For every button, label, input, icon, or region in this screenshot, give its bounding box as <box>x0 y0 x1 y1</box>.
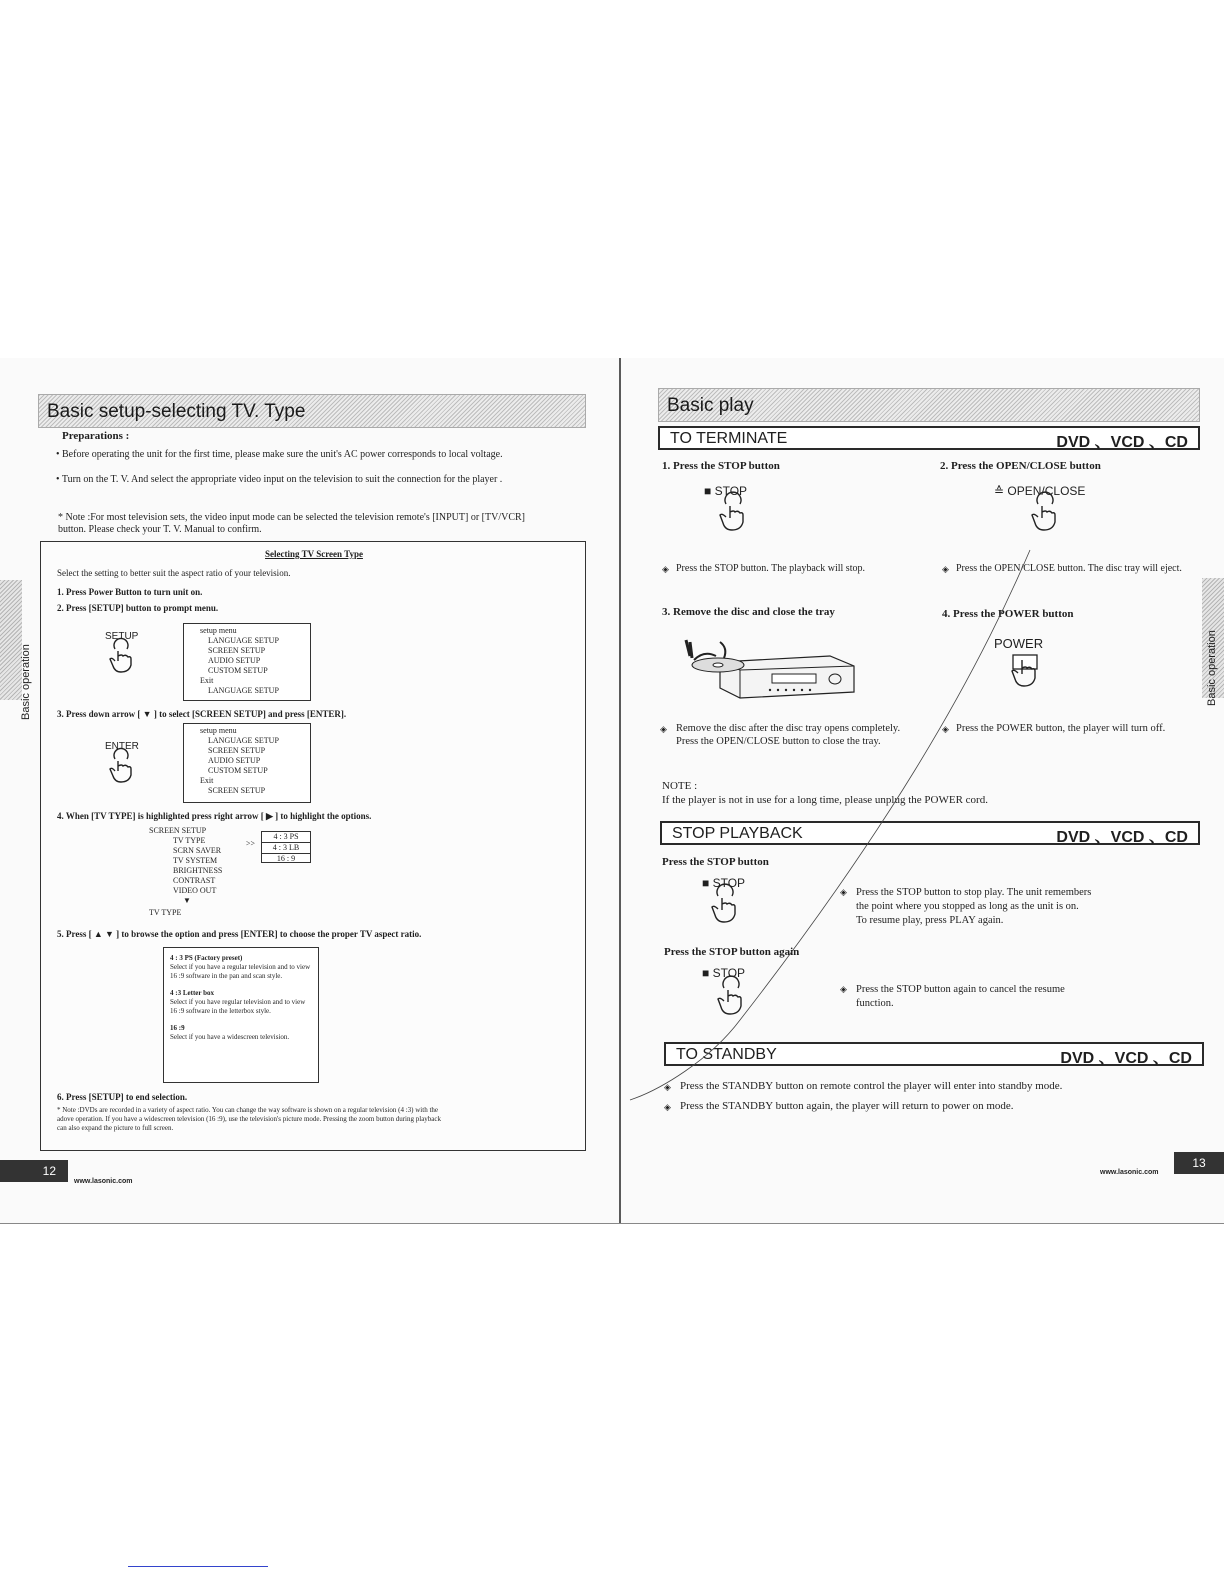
diamond-bullet-icon: ◈ <box>840 887 847 897</box>
terminate-step-3: 3. Remove the disc and close the tray <box>662 606 835 618</box>
menu1-line: SCREEN SETUP <box>208 646 266 655</box>
note-title: NOTE : <box>662 780 698 792</box>
option-title: 4 : 3 PS (Factory preset) <box>170 954 243 962</box>
terminate-desc-3: Remove the disc after the disc tray opens completely. Press the OPEN/CLOSE button to close the tray. <box>676 723 901 747</box>
section-title: STOP PLAYBACK <box>672 825 803 842</box>
step-3: 3. Press down arrow [ ▼ ] to select [SCREEN SETUP] and press [ENTER]. <box>57 709 347 719</box>
box-intro: Select the setting to better suit the aspect ratio of your television. <box>57 568 291 578</box>
stray-underline <box>128 1566 268 1567</box>
menu2-line: LANGUAGE SETUP <box>208 736 279 745</box>
left-side-label: Basic operation <box>20 644 32 720</box>
screen-menu-line: BRIGHTNESS <box>173 866 223 875</box>
hand-press-icon <box>109 755 135 785</box>
tv-type-options <box>261 831 311 863</box>
screen-menu-line: SCREEN SETUP <box>149 826 207 835</box>
stop-playback-step-2: Press the STOP button again <box>664 946 800 958</box>
option-descriptions <box>163 947 319 1083</box>
menu1-line: CUSTOM SETUP <box>208 666 268 675</box>
prep-note: * Note :For most television sets, the video input mode can be selected the television remote's [INPUT] or [TV/VCR] button. Please check your T. V. Manual to confirm. <box>58 512 525 535</box>
right-arrows-icon: >> <box>246 839 256 848</box>
tv-type-box <box>40 541 586 1151</box>
setup-menu-2 <box>183 723 311 803</box>
diamond-bullet-icon: ◈ <box>664 1102 671 1112</box>
down-arrow-icon: ▼ <box>183 896 191 905</box>
standby-line-1: Press the STANDBY button on remote control the player will enter into standby mode. <box>680 1080 1063 1092</box>
terminate-step-2: 2. Press the OPEN/CLOSE button <box>940 460 1101 472</box>
desc-line: Press the STOP button to stop play. The unit remembers <box>856 887 1092 898</box>
page-number-right: 13 <box>1174 1152 1224 1174</box>
screen-menu-line: CONTRAST <box>173 876 216 885</box>
section-title: TO TERMINATE <box>670 430 788 447</box>
prep-bullet-2-text: Turn on the T. V. And select the appropriate video input on the television to suit the connection for the player . <box>61 474 503 485</box>
option-text: Select if you have a regular television and to view 16 :9 software in the pan and scan style. <box>170 963 311 980</box>
preparations-title: Preparations : <box>62 430 130 442</box>
terminate-desc-2: Press the OPEN/CLOSE button. The disc tray will eject. <box>956 563 1182 574</box>
screen-menu-line: VIDEO OUT <box>173 886 217 895</box>
setup-menu-1 <box>183 623 311 701</box>
bottom-note: * Note :DVDs are recorded in a variety of aspect ratio. You can change the way software is shown on a regular television (4 :3) with the adove operation. If you have a widescreen television (16 :9), use the television's picture mode. Pressing the zoom button during playback can also expand the picture to full screen. <box>57 1106 442 1132</box>
stop-playback-step-1: Press the STOP button <box>662 856 769 868</box>
section-terminate <box>658 426 1200 450</box>
diamond-bullet-icon: ◈ <box>942 564 949 574</box>
desc-line: To resume play, press PLAY again. <box>856 915 1004 926</box>
left-banner: Basic setup-selecting TV. Type <box>38 394 586 428</box>
option-title: 16 :9 <box>170 1024 185 1032</box>
option-text: Select if you have regular television and to view 16 :9 software in the letterbox style. <box>170 998 306 1015</box>
setup-key-label: SETUP <box>105 631 139 642</box>
menu2-line: SCREEN SETUP <box>208 746 266 755</box>
standby-line-2: Press the STANDBY button again, the player will return to power on mode. <box>680 1100 1014 1112</box>
stop-key-label: ■ STOP <box>702 876 746 890</box>
section-formats: DVD 、VCD 、CD <box>1056 434 1188 451</box>
page-edge <box>0 1223 1224 1224</box>
tv-option: 16 : 9 <box>276 854 296 863</box>
hand-press-icon <box>720 500 748 534</box>
screen-menu-line: TV SYSTEM <box>173 856 218 865</box>
box-title: Selecting TV Screen Type <box>265 549 363 559</box>
step-2: 2. Press [SETUP] button to prompt menu. <box>57 603 219 613</box>
prep-bullet-1-text: Before operating the unit for the first time, please make sure the unit's AC power corresponds to local voltage. <box>62 449 503 460</box>
menu1-line: Exit <box>200 676 214 685</box>
step-5: 5. Press [ ▲ ▼ ] to browse the option and press [ENTER] to choose the proper TV aspect ratio. <box>57 929 422 939</box>
hand-press-icon <box>109 645 135 675</box>
menu1-line: AUDIO SETUP <box>208 656 261 665</box>
menu2-line: CUSTOM SETUP <box>208 766 268 775</box>
menu1-line: LANGUAGE SETUP <box>208 636 279 645</box>
desc-line: the point where you stopped as long as the unit is on. <box>856 901 1079 912</box>
menu2-line: SCREEN SETUP <box>208 786 266 795</box>
power-key-label: POWER <box>994 636 1044 651</box>
screen-menu-line: TV TYPE <box>149 908 182 917</box>
screen-menu-line: TV TYPE <box>173 836 206 845</box>
url-left: www.lasonic.com <box>74 1178 133 1185</box>
option-text: Select if you have a widescreen television. <box>170 1033 290 1041</box>
step-1: 1. Press Power Button to turn unit on. <box>57 587 203 597</box>
menu2-line: setup menu <box>200 726 237 735</box>
diamond-bullet-icon: ◈ <box>660 724 667 734</box>
pencil-scribble <box>620 540 1040 1110</box>
hand-press-icon <box>1032 500 1060 534</box>
right-banner: Basic play <box>658 388 1200 422</box>
terminate-desc-4: Press the POWER button, the player will turn off. <box>956 723 1166 734</box>
diamond-bullet-icon: ◈ <box>942 724 949 734</box>
prep-bullet-2: • Turn on the T. V. And select the appropriate video input on the television to suit the connection for the player . <box>56 474 503 485</box>
terminate-desc-1: Press the STOP button. The playback will stop. <box>676 563 865 574</box>
desc-line: Press the STOP button again to cancel the resume <box>856 984 1065 995</box>
menu2-line: Exit <box>200 776 214 785</box>
section-formats: DVD 、VCD 、CD <box>1060 1050 1192 1067</box>
diamond-bullet-icon: ◈ <box>840 984 847 994</box>
page-number-left: 12 <box>0 1160 68 1182</box>
menu1-line: LANGUAGE SETUP <box>208 686 279 695</box>
diamond-bullet-icon: ◈ <box>664 1082 671 1092</box>
menu2-line: AUDIO SETUP <box>208 756 261 765</box>
prep-bullet-1: • Before operating the unit for the first time, please make sure the unit's AC power corresponds to local voltage. <box>56 449 503 460</box>
menu1-line: setup menu <box>200 626 237 635</box>
left-side-tab <box>0 580 22 700</box>
right-side-label: Basic operation <box>1206 630 1218 706</box>
note-text: If the player is not in use for a long time, please unplug the POWER cord. <box>662 794 988 806</box>
section-title: TO STANDBY <box>676 1046 777 1063</box>
screen-setup-menu <box>149 826 222 918</box>
enter-key-label: ENTER <box>105 741 139 752</box>
terminate-step-1: 1. Press the STOP button <box>662 460 780 472</box>
step-6: 6. Press [SETUP] to end selection. <box>57 1092 188 1102</box>
openclose-key-label: ≙ OPEN/CLOSE <box>994 484 1086 498</box>
tv-option: 4 : 3 PS <box>262 832 310 843</box>
step-4: 4. When [TV TYPE] is highlighted press right arrow [ ▶ ] to highlight the options. <box>57 811 372 821</box>
terminate-step-4: 4. Press the POWER button <box>942 608 1074 620</box>
stop-key-label: ■ STOP <box>704 484 748 498</box>
stop-key-label: ■ STOP <box>702 966 746 980</box>
url-right: www.lasonic.com <box>1100 1169 1159 1176</box>
tv-option: 4 : 3 LB <box>262 843 310 854</box>
desc-line: function. <box>856 998 894 1009</box>
diamond-bullet-icon: ◈ <box>662 564 669 574</box>
section-formats: DVD 、VCD 、CD <box>1056 829 1188 846</box>
screen-menu-line: SCRN SAVER <box>173 846 222 855</box>
option-title: 4 :3 Letter box <box>170 989 214 997</box>
